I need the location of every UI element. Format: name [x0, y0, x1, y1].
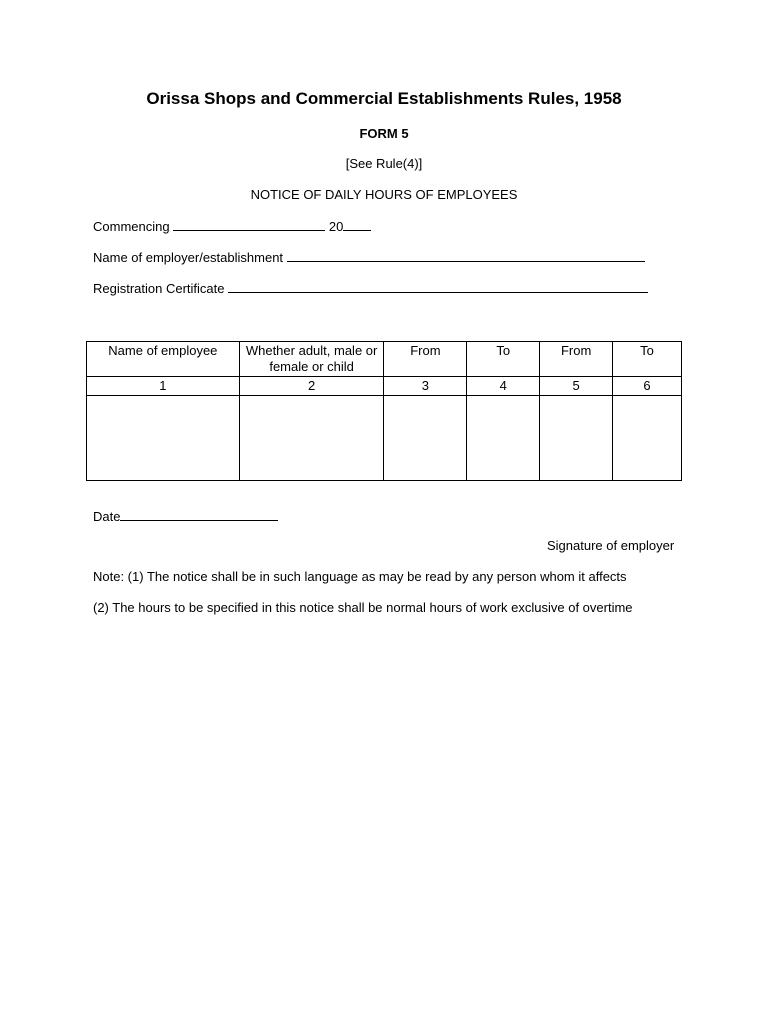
- column-number: 5: [540, 377, 613, 396]
- column-number: 2: [239, 377, 384, 396]
- commencing-line: [93, 218, 371, 234]
- employer-field[interactable]: [287, 249, 645, 262]
- header-from-1: From: [384, 342, 467, 377]
- rule-reference: [See Rule(4)]: [345, 156, 423, 171]
- form-title: Orissa Shops and Commercial Establishments Rules, 1958: [146, 89, 622, 108]
- form-number: FORM 5: [359, 126, 409, 141]
- date-line: [93, 508, 278, 524]
- column-number: 4: [467, 377, 540, 396]
- entry-cell[interactable]: [540, 396, 613, 481]
- signature-label: Signature of employer: [547, 538, 675, 553]
- commencing-label: Commencing: [93, 219, 170, 234]
- note-2: (2) The hours to be specified in this notice shall be normal hours of work exclusive of overtime: [93, 600, 633, 615]
- year-field[interactable]: [343, 218, 371, 231]
- entry-cell[interactable]: [467, 396, 540, 481]
- commencing-date-field[interactable]: [173, 218, 325, 231]
- table-header-row: [87, 342, 682, 377]
- table-entry-row: [87, 396, 682, 481]
- header-adult-male-female-child: Whether adult, male or female or child: [239, 342, 384, 377]
- year-prefix: 20: [328, 219, 344, 234]
- notice-heading: NOTICE OF DAILY HOURS OF EMPLOYEES: [250, 187, 518, 202]
- employer-line: [93, 249, 645, 265]
- table-number-row: [87, 377, 682, 396]
- date-field[interactable]: [120, 508, 278, 521]
- entry-cell[interactable]: [384, 396, 467, 481]
- employer-label: Name of employer/establishment: [93, 250, 284, 265]
- entry-cell[interactable]: [87, 396, 240, 481]
- registration-line: [93, 280, 648, 296]
- registration-label: Registration Certificate: [93, 281, 225, 296]
- column-number: 6: [613, 377, 682, 396]
- column-number: 1: [87, 377, 240, 396]
- header-from-2: From: [540, 342, 613, 377]
- entry-cell[interactable]: [239, 396, 384, 481]
- entry-cell[interactable]: [613, 396, 682, 481]
- note-1: Note: (1) The notice shall be in such language as may be read by any person whom it affects: [93, 569, 627, 584]
- header-name-of-employee: Name of employee: [87, 342, 240, 377]
- registration-field[interactable]: [228, 280, 648, 293]
- header-to-2: To: [613, 342, 682, 377]
- header-to-1: To: [467, 342, 540, 377]
- employee-hours-table: [86, 341, 682, 481]
- column-number: 3: [384, 377, 467, 396]
- date-label: Date: [93, 509, 121, 524]
